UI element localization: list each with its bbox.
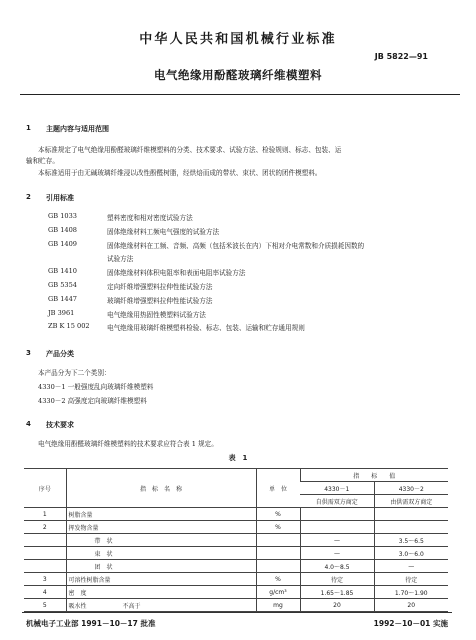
technical-requirements-table [24,468,448,612]
row-unit: % [256,573,300,586]
table-row [24,534,448,547]
header-grade-4330-1: 4330－1 [300,482,374,495]
row-value-4330-1 [300,508,374,521]
row-item-name: 团 状 [66,560,256,573]
row-seq [24,560,66,573]
title-divider [20,94,460,95]
reference-code: JB 3961 [48,309,75,317]
header-grade-note: 由供需双方商定 [374,495,448,508]
section-1-paragraph-1-cont: 输和贮存。 [26,157,59,165]
header-seq: 序号 [24,469,66,508]
row-value-4330-1: — [300,547,374,560]
row-unit: % [256,508,300,521]
section-3-number: 3 [26,349,31,357]
header-grade-note: 自供需双方商定 [300,495,374,508]
row-unit [256,560,300,573]
document-title: 电气绝缘用酚醛玻璃纤维模塑料 [154,68,322,82]
approval-note: 机械电子工业部 1991－10－17 批准 [26,619,156,628]
product-category: 4330－2 高强度定向玻璃纤维模塑料 [38,397,147,405]
row-value-4330-2: 20 [374,599,448,612]
row-unit: mg [256,599,300,612]
table-row [24,599,448,612]
section-1-paragraph-1: 本标准规定了电气绝缘用酚醛玻璃纤维模塑料的分类、技术要求、试验方法、检验规则、标志、包装、运 [38,146,342,154]
row-seq: 4 [24,586,66,599]
row-value-4330-1: 4.0～8.5 [300,560,374,573]
section-4-title: 技术要求 [46,421,74,429]
row-item-name: 树脂含量 [66,508,256,521]
table-row [24,573,448,586]
row-value-4330-2: 3.0～6.0 [374,547,448,560]
row-item-name: 束 状 [66,547,256,560]
row-value-4330-2: — [374,560,448,573]
row-value-4330-2: 1.70～1.90 [374,586,448,599]
row-value-4330-2: 3.5～6.5 [374,534,448,547]
row-value-4330-2 [374,508,448,521]
table-row [24,586,448,599]
header-grade-4330-2: 4330－2 [374,482,448,495]
row-item-name: 吸水性 不高于 [66,599,256,612]
reference-code: GB 1410 [48,267,77,275]
header-unit: 单 位 [256,469,300,508]
row-seq: 3 [24,573,66,586]
row-unit: % [256,521,300,534]
reference-code: GB 5354 [48,281,77,289]
header-item-name: 指 标 名 称 [66,469,256,508]
row-unit [256,534,300,547]
reference-code: GB 1408 [48,226,77,234]
product-category: 4330－1 一般强度乱向玻璃纤维模塑料 [38,383,154,391]
reference-name: 固体绝缘材料在工频、音频、高频（包括米波长在内）下相对介电常数和介质损耗因数的 [107,242,365,250]
reference-name: 电气绝缘用热固性模塑料试验方法 [107,311,206,319]
section-1-paragraph-2: 本标准适用于由无碱玻璃纤维浸以改性酚醛树脂，经烘焙而成的带状、束状、团状的团件模塑料。 [38,169,322,177]
reference-code: GB 1447 [48,295,77,303]
issuing-body-header: 中华人民共和国机械行业标准 [139,32,337,47]
section-1-title: 主题内容与适用范围 [46,125,109,133]
reference-name: 定向纤维增强塑料拉伸性能试验方法 [107,283,213,291]
section-3-paragraph: 本产品分为下二个类别： [38,369,111,377]
reference-name: 试验方法 [107,255,134,263]
row-value-4330-1: 1.65～1.85 [300,586,374,599]
section-4-number: 4 [26,420,31,428]
row-seq: 1 [24,508,66,521]
section-2-title: 引用标准 [46,194,74,202]
reference-code: ZB K 15 002 [48,322,90,330]
reference-name: 塑料密度和相对密度试验方法 [107,214,193,222]
reference-name: 玻璃纤维增强塑料拉伸性能试验方法 [107,297,213,305]
row-item-name: 带 状 [66,534,256,547]
row-seq [24,534,66,547]
section-4-paragraph: 电气绝缘用酚醛玻璃纤维模塑料的技术要求应符合表 1 规定。 [38,440,218,448]
row-value-4330-2 [374,521,448,534]
footer-divider [22,612,452,613]
table-row [24,508,448,521]
section-3-title: 产品分类 [46,350,74,358]
reference-code: GB 1033 [48,212,77,220]
row-seq [24,547,66,560]
standard-number: JB 5822—91 [374,52,428,61]
row-item-name: 密 度 [66,586,256,599]
row-unit: g/cm³ [256,586,300,599]
table-row [24,547,448,560]
header-index-value: 指 标 值 [300,469,448,482]
reference-name: 固体绝缘材料工频电气强度的试验方法 [107,228,220,236]
row-value-4330-1: — [300,534,374,547]
row-value-4330-1 [300,521,374,534]
row-value-4330-1: 20 [300,599,374,612]
section-1-number: 1 [26,124,31,132]
reference-code: GB 1409 [48,240,77,248]
row-unit [256,547,300,560]
row-value-4330-2: 待定 [374,573,448,586]
row-item-name: 可溶性树脂含量 [66,573,256,586]
section-2-number: 2 [26,193,31,201]
table-row [24,521,448,534]
row-item-name: 挥发物含量 [66,521,256,534]
table-caption: 表 1 [228,454,248,462]
effective-date: 1992－10－01 实施 [373,619,448,628]
table-row [24,560,448,573]
row-seq: 2 [24,521,66,534]
row-seq: 5 [24,599,66,612]
reference-name: 电气绝缘用玻璃纤维模塑料检验、标志、包装、运输和贮存通用规则 [107,324,305,332]
row-value-4330-1: 待定 [300,573,374,586]
reference-name: 固体绝缘材料体积电阻率和表面电阻率试验方法 [107,269,246,277]
